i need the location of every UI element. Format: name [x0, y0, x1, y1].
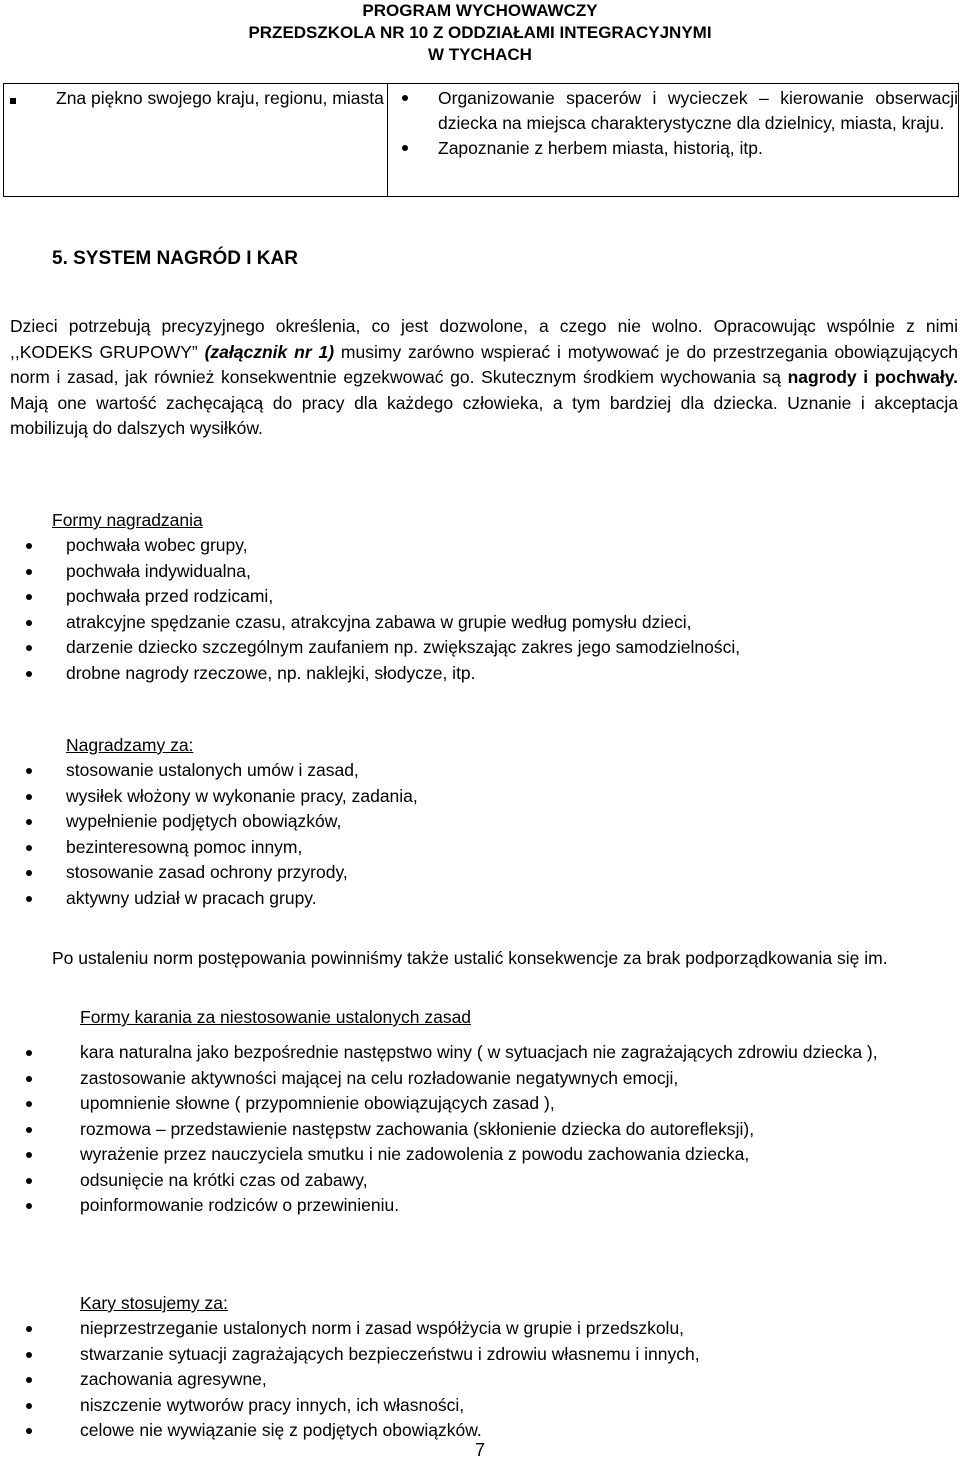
- rewards-for-section: [26, 733, 956, 911]
- section-title: 5. SYSTEM NAGRÓD I KAR: [52, 248, 298, 269]
- punish-forms-title: Formy karania za niestosowanie ustalonych zasad: [80, 1007, 472, 1027]
- header-line-3: W TYCHACH: [428, 45, 532, 64]
- punish-forms-list: [26, 1040, 958, 1219]
- list-item: wyrażenie przez nauczyciela smutku i nie zadowolenia z powodu zachowania dziecka,: [26, 1142, 958, 1168]
- list-item: atrakcyjne spędzanie czasu, atrakcyjna zabawa w grupie według pomysłu dzieci,: [26, 610, 956, 636]
- list-item: drobne nagrody rzeczowe, np. naklejki, słodycze, itp.: [26, 661, 956, 687]
- punish-for-section: [26, 1291, 958, 1444]
- list-item: zastosowanie aktywności mającej na celu rozładowanie negatywnych emocji,: [26, 1066, 958, 1092]
- list-item: aktywny udział w pracach grupy.: [26, 886, 956, 912]
- list-item: stwarzanie sytuacji zagrażających bezpieczeństwu i zdrowiu własnemu i innych,: [26, 1342, 958, 1368]
- goals-table: [3, 83, 959, 197]
- list-item: darzenie dziecko szczególnym zaufaniem np. zwiększając zakres jego samodzielności,: [26, 635, 956, 661]
- activities-cell: [388, 84, 959, 197]
- rewards-for-title: Nagradzamy za:: [66, 735, 194, 755]
- document-header: [0, 0, 960, 66]
- list-item: bezinteresowną pomoc innym,: [26, 835, 956, 861]
- goal-text: Zna piękno swojego kraju, regionu, miasta: [56, 88, 384, 108]
- rewards-forms-list: [26, 533, 956, 686]
- square-bullet-icon: [10, 98, 16, 104]
- punish-forms-section: [26, 1005, 958, 1219]
- rewards-forms-title: Formy nagradzania: [52, 510, 203, 530]
- intro-attachment-ref: (załącznik nr 1): [204, 341, 335, 362]
- intro-text-3: Mają one wartość zachęcającą do pracy dla każdego człowieka, a tym bardziej dla dziecka. Uznanie i akceptacja mobilizują do dalszych wysiłków.: [10, 392, 958, 438]
- rewards-forms-section: [26, 508, 956, 686]
- list-item: niszczenie wytworów pracy innych, ich własności,: [26, 1393, 958, 1419]
- rewards-for-list: [26, 758, 956, 911]
- intro-bold: nagrody i pochwały.: [787, 367, 958, 387]
- intro-text-1: Dzieci potrzebują precyzyjnego określenia, co jest dozwolone, a czego nie wolno. Opracowując wspólnie z nimi ,,KODEKS GRUPOWY”: [10, 316, 958, 362]
- consequences-paragraph: Po ustaleniu norm postępowania powinniśmy także ustalić konsekwencje za brak podporządkowania się im.: [52, 948, 888, 968]
- list-item: odsunięcie na krótki czas od zabawy,: [26, 1168, 958, 1194]
- list-item: rozmowa – przedstawienie następstw zachowania (skłonienie dziecka do autorefleksji),: [26, 1117, 958, 1143]
- goal-cell: [4, 84, 388, 197]
- list-item: nieprzestrzeganie ustalonych norm i zasad współżycia w grupie i przedszkolu,: [26, 1316, 958, 1342]
- list-item: pochwała wobec grupy,: [26, 533, 956, 559]
- intro-text-2: musimy zarówno wspierać i motywować je do przestrzegania obowiązujących norm i zasad, jak również konsekwentnie egzekwować go. Skutecznym środkiem wychowania są: [10, 341, 958, 387]
- punish-for-title: Kary stosujemy za:: [80, 1293, 228, 1313]
- list-item: Organizowanie spacerów i wycieczek – kierowanie obserwacji dziecka na miejsca charakterystyczne dla dzielnicy, miasta, kraju.: [388, 86, 958, 136]
- list-item: zachowania agresywne,: [26, 1367, 958, 1393]
- list-item: upomnienie słowne ( przypomnienie obowiązujących zasad ),: [26, 1091, 958, 1117]
- activities-list: [388, 86, 958, 161]
- list-item: Zapoznanie z herbem miasta, historią, itp.: [388, 136, 958, 161]
- header-line-2: PRZEDSZKOLA NR 10 Z ODDZIAŁAMI INTEGRACYJNYMI: [248, 23, 712, 42]
- table-row: [4, 84, 959, 197]
- header-line-1: PROGRAM WYCHOWAWCZY: [362, 1, 598, 20]
- list-item: pochwała indywidualna,: [26, 559, 956, 585]
- list-item: wypełnienie podjętych obowiązków,: [26, 809, 956, 835]
- intro-paragraph: [10, 314, 958, 442]
- page-number: 7: [474, 1440, 485, 1460]
- list-item: poinformowanie rodziców o przewinieniu.: [26, 1193, 958, 1219]
- list-item: stosowanie zasad ochrony przyrody,: [26, 860, 956, 886]
- list-item: kara naturalna jako bezpośrednie następstwo winy ( w sytuacjach nie zagrażających zdrowiu dziecka ),: [26, 1040, 958, 1066]
- punish-for-list: [26, 1316, 958, 1444]
- list-item: stosowanie ustalonych umów i zasad,: [26, 758, 956, 784]
- list-item: pochwała przed rodzicami,: [26, 584, 956, 610]
- list-item: celowe nie wywiązanie się z podjętych obowiązków.: [26, 1418, 958, 1444]
- list-item: wysiłek włożony w wykonanie pracy, zadania,: [26, 784, 956, 810]
